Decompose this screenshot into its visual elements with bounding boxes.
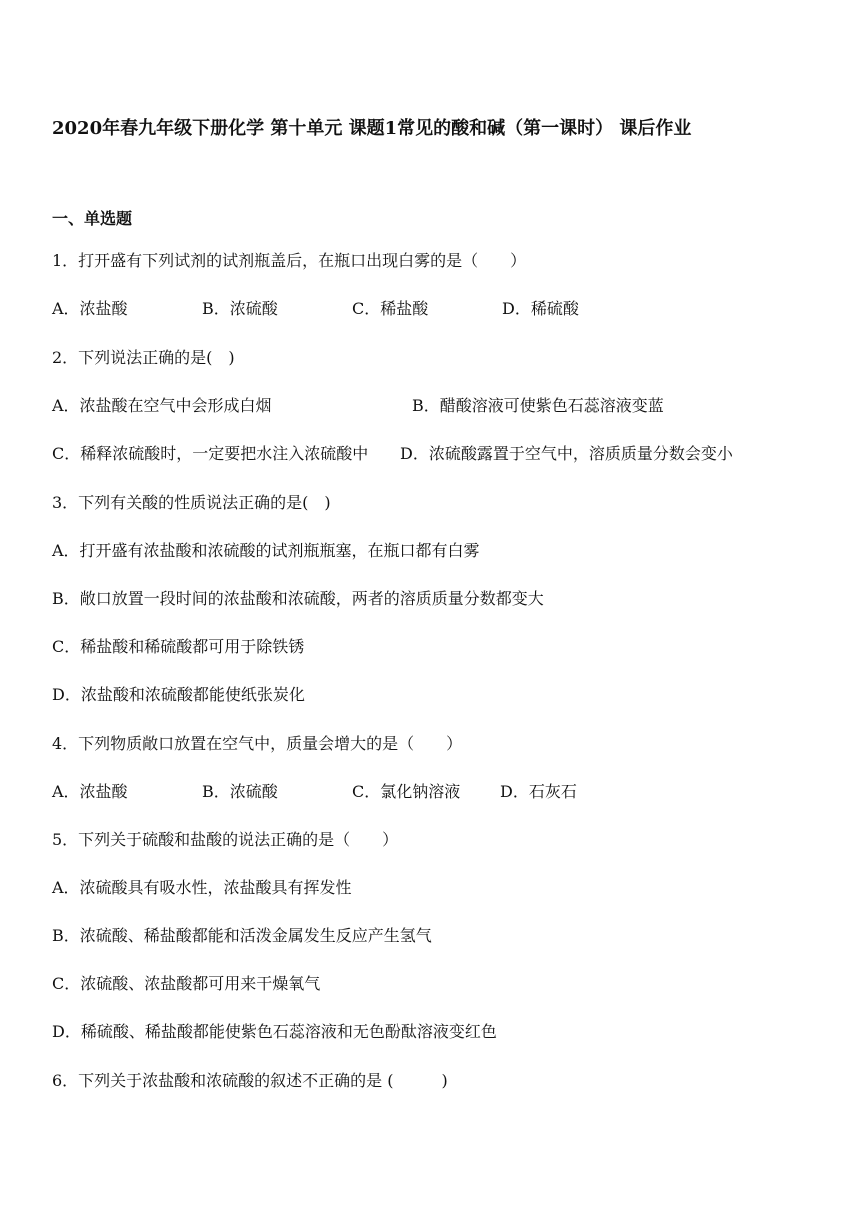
option-c[interactable]: C．稀盐酸	[352, 299, 429, 318]
option-a[interactable]: A．浓盐酸在空气中会形成白烟	[52, 396, 272, 415]
option-d[interactable]: D．稀硫酸、稀盐酸都能使紫色石蕊溶液和无色酚酞溶液变红色	[52, 1022, 497, 1041]
question-2-stem: 2．下列说法正确的是( )	[52, 348, 235, 367]
option-b[interactable]: B．醋酸溶液可使紫色石蕊溶液变蓝	[412, 396, 664, 415]
option-a[interactable]: A．浓硫酸具有吸水性，浓盐酸具有挥发性	[52, 878, 352, 897]
option-c[interactable]: C．稀释浓硫酸时，一定要把水注入浓硫酸中	[52, 444, 369, 463]
option-d[interactable]: D．浓硫酸露置于空气中，溶质质量分数会变小	[400, 444, 733, 463]
question-5-stem: 5．下列关于硫酸和盐酸的说法正确的是（ ）	[52, 830, 399, 849]
option-c[interactable]: C．浓硫酸、浓盐酸都可用来干燥氧气	[52, 974, 321, 993]
option-c[interactable]: C．氯化钠溶液	[352, 782, 461, 801]
option-a[interactable]: A．浓盐酸	[52, 782, 128, 801]
question-1-stem: 1．打开盛有下列试剂的试剂瓶盖后，在瓶口出现白雾的是（ ）	[52, 251, 527, 270]
option-d[interactable]: D．稀硫酸	[502, 299, 579, 318]
page-title: 2020年春九年级下册化学 第十单元 课题1常见的酸和碱（第一课时） 课后作业	[52, 118, 692, 139]
option-d[interactable]: D．石灰石	[500, 782, 577, 801]
option-b[interactable]: B．浓硫酸	[202, 299, 278, 318]
option-a[interactable]: A．打开盛有浓盐酸和浓硫酸的试剂瓶瓶塞，在瓶口都有白雾	[52, 541, 480, 560]
question-3-stem: 3．下列有关酸的性质说法正确的是( )	[52, 493, 331, 512]
question-6-stem: 6．下列关于浓盐酸和浓硫酸的叙述不正确的是 ( )	[52, 1071, 448, 1090]
question-4-stem: 4．下列物质敞口放置在空气中，质量会增大的是（ ）	[52, 734, 463, 753]
section-heading: 一、单选题	[52, 209, 133, 228]
option-b[interactable]: B．浓硫酸、稀盐酸都能和活泼金属发生反应产生氢气	[52, 926, 432, 945]
option-b[interactable]: B．浓硫酸	[202, 782, 278, 801]
option-a[interactable]: A．浓盐酸	[52, 299, 128, 318]
option-c[interactable]: C．稀盐酸和稀硫酸都可用于除铁锈	[52, 637, 305, 656]
option-d[interactable]: D．浓盐酸和浓硫酸都能使纸张炭化	[52, 685, 305, 704]
option-b[interactable]: B．敞口放置一段时间的浓盐酸和浓硫酸，两者的溶质质量分数都变大	[52, 589, 544, 608]
